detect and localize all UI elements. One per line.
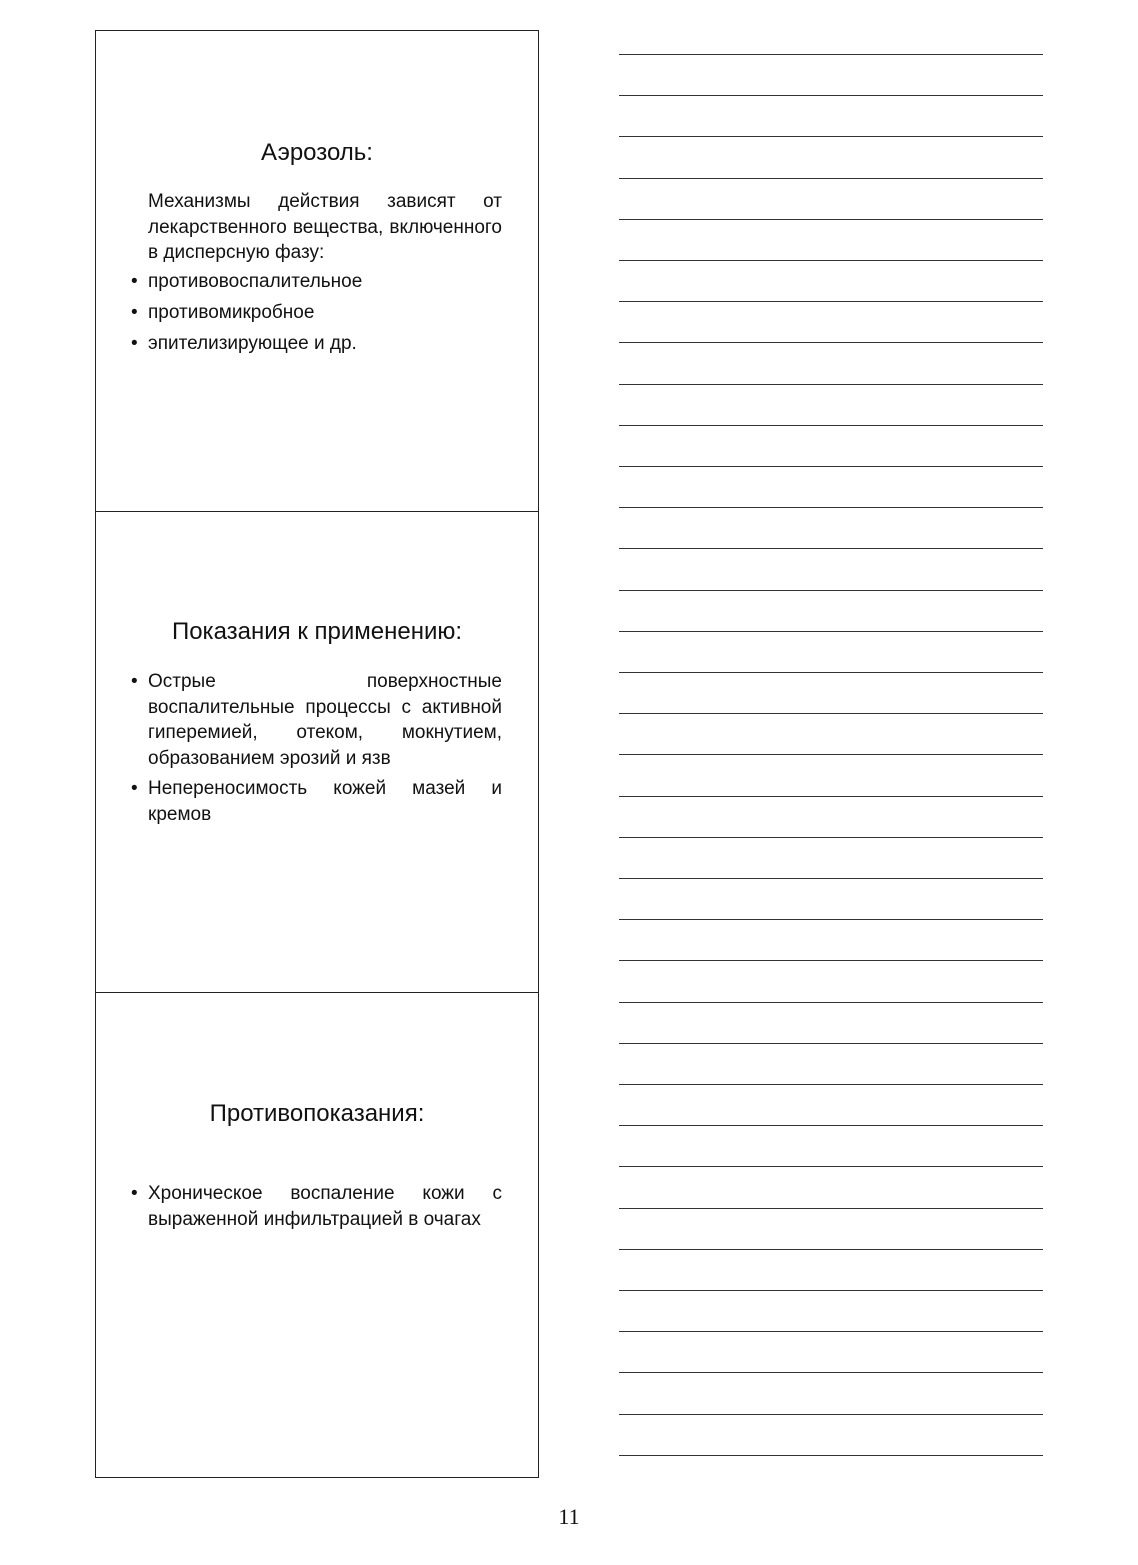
note-rule-line (619, 1043, 1043, 1044)
bullet-item: • противовоспалительное (128, 269, 502, 295)
note-rule-line (619, 1331, 1043, 1332)
note-rule-line (619, 219, 1043, 220)
slide-contraindications (96, 992, 538, 1477)
note-rule-line (619, 1455, 1043, 1456)
slide-title: Показания к применению: (171, 618, 463, 645)
note-rule-line (619, 590, 1043, 591)
bullet-item: • эпителизирующее и др. (128, 331, 502, 357)
note-rule-line (619, 466, 1043, 467)
note-rule-line (619, 136, 1043, 137)
note-rule-line (619, 754, 1043, 755)
bullet-item: • Непереносимость кожей мазей и кремов (128, 776, 502, 827)
note-rule-line (619, 837, 1043, 838)
note-rule-line (619, 1125, 1043, 1126)
note-rule-line (619, 1208, 1043, 1209)
bullet-list (128, 1181, 502, 1232)
note-rule-line (619, 178, 1043, 179)
note-rule-line (619, 301, 1043, 302)
note-rule-line (619, 1166, 1043, 1167)
note-rule-line (619, 1084, 1043, 1085)
note-rule-line (619, 919, 1043, 920)
note-rule-line (619, 384, 1043, 385)
note-rule-line (619, 548, 1043, 549)
slide-aerosol (96, 31, 538, 511)
note-rule-line (619, 425, 1043, 426)
slide-title: Противопоказания: (209, 1100, 425, 1127)
bullet-item: • противомикробное (128, 300, 502, 326)
note-rule-line (619, 342, 1043, 343)
note-rule-line (619, 1372, 1043, 1373)
page-number: 11 (558, 1504, 580, 1529)
slides-column (95, 30, 539, 1478)
bullet-item: • Хроническое воспаление кожи с выраженной инфильтрацией в очагах (128, 1181, 502, 1232)
note-rule-line (619, 672, 1043, 673)
note-rule-line (619, 260, 1043, 261)
bullet-list (128, 269, 502, 362)
note-rule-line (619, 54, 1043, 55)
note-rule-line (619, 1002, 1043, 1003)
note-rule-line (619, 95, 1043, 96)
slide-intro-text: Механизмы действия зависят от лекарственного вещества, включенного в дисперсную фазу: (148, 191, 502, 263)
note-rule-line (619, 796, 1043, 797)
bullet-item: • Острые поверхностные воспалительные процессы с активной гиперемией, отеком, мокнутием, образованием эрозий и язв (128, 669, 502, 771)
note-rule-line (619, 960, 1043, 961)
slide-indications (96, 511, 538, 992)
note-rule-line (619, 1414, 1043, 1415)
note-lines (619, 0, 1043, 1565)
note-rule-line (619, 1290, 1043, 1291)
note-rule-line (619, 507, 1043, 508)
note-rule-line (619, 713, 1043, 714)
slide-title: Аэрозоль: (261, 139, 373, 166)
bullet-list (128, 669, 502, 832)
note-rule-line (619, 878, 1043, 879)
note-rule-line (619, 631, 1043, 632)
note-rule-line (619, 1249, 1043, 1250)
